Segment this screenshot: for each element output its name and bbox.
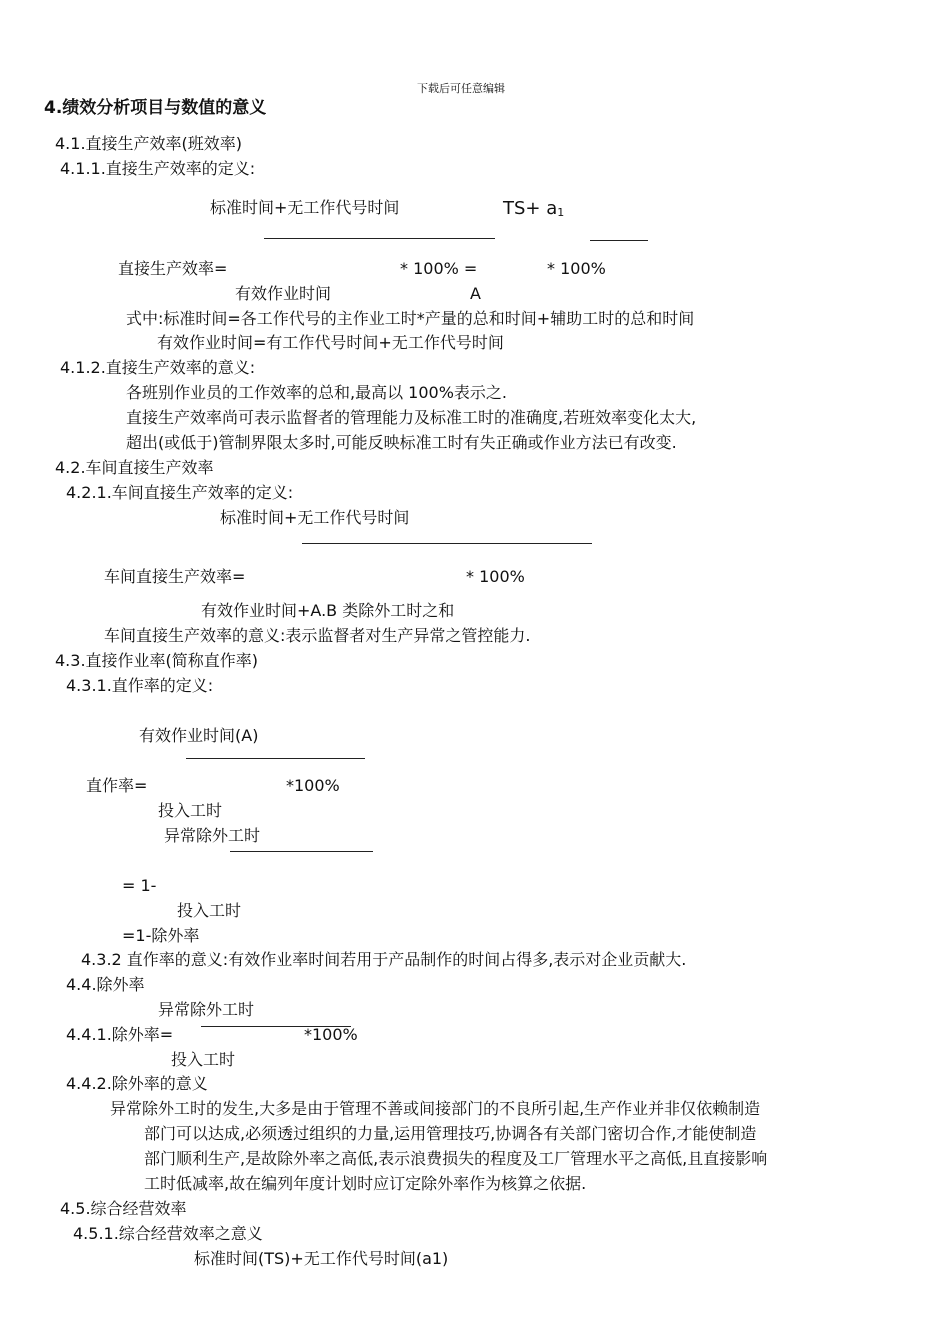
- paragraph-line: 超出(或低于)管制界限太多时,可能反映标准工时有失正确或作业方法已有改变.: [126, 433, 677, 452]
- heading-4-4-2: 4.4.2.除外率的意义: [66, 1074, 208, 1093]
- paragraph-line: 部门可以达成,必须透过组织的力量,运用管理技巧,协调各有关部门密切合作,才能使制造: [144, 1124, 757, 1143]
- formula-label: 直作率=: [86, 776, 148, 795]
- formula-numerator: 有效作业时间(A): [139, 726, 259, 745]
- formula-label: 直接生产效率=: [118, 259, 228, 278]
- fraction-bar: [302, 543, 592, 544]
- formula-denominator: 投入工时: [171, 1050, 236, 1069]
- paragraph-line: 部门顺利生产,是故除外率之高低,表示浪费损失的程度及工厂管理水平之高低,且直接影响: [144, 1149, 768, 1168]
- heading-4-3: 4.3.直接作业率(简称直作率): [55, 651, 259, 670]
- note-line: 式中:标准时间=各工作代号的主作业工时*产量的总和时间+辅助工时的总和时间: [126, 309, 695, 328]
- paragraph-line: 各班别作业员的工作效率的总和,最高以 100%表示之.: [126, 383, 508, 402]
- fraction-bar: [590, 240, 648, 241]
- formula-ts: TS+ a: [503, 198, 558, 219]
- fraction-bar: [264, 238, 495, 239]
- heading-4-2-1: 4.2.1.车间直接生产效率的定义:: [66, 483, 294, 502]
- formula-denominator: 有效作业时间: [235, 284, 332, 303]
- formula-numerator: 异常除外工时: [158, 1000, 255, 1019]
- formula-times: *100%: [286, 776, 340, 795]
- formula-numerator: 异常除外工时: [164, 826, 261, 845]
- formula-times: *100%: [304, 1025, 358, 1044]
- heading-4-5-1: 4.5.1.综合经营效率之意义: [73, 1224, 263, 1243]
- formula-times: * 100%: [466, 567, 525, 586]
- formula-numerator: 标准时间(TS)+无工作代号时间(a1): [194, 1249, 449, 1268]
- formula-denominator-symbolic: A: [470, 284, 481, 303]
- heading-4-5: 4.5.综合经营效率: [60, 1199, 187, 1218]
- formula-numerator: 标准时间+无工作代号时间: [220, 508, 410, 527]
- formula-denominator: 投入工时: [177, 901, 242, 920]
- heading-4-4: 4.4.除外率: [66, 975, 145, 994]
- formula-denominator: 投入工时: [158, 801, 223, 820]
- formula-denominator: 有效作业时间+A.B 类除外工时之和: [201, 601, 455, 620]
- paragraph-line: 异常除外工时的发生,大多是由于管理不善或间接部门的不良所引起,生产作业并非仅依赖制造: [110, 1099, 761, 1118]
- heading-4-3-2: 4.3.2 直作率的意义:有效作业率时间若用于产品制作的时间占得多,表示对企业贡献大.: [81, 950, 687, 969]
- heading-4-2: 4.2.车间直接生产效率: [55, 458, 214, 477]
- download-note: 下载后可任意编辑: [417, 82, 505, 95]
- formula-equals: = 1-: [122, 876, 157, 895]
- meaning-line: 车间直接生产效率的意义:表示监督者对生产异常之管控能力.: [104, 626, 531, 645]
- formula-numerator: 标准时间+无工作代号时间: [210, 198, 400, 217]
- formula-times: * 100% =: [400, 259, 478, 278]
- heading-4-3-1: 4.3.1.直作率的定义:: [66, 676, 214, 695]
- paragraph-line: 直接生产效率尚可表示监督者的管理能力及标准工时的准确度,若班效率变化太大,: [126, 408, 697, 427]
- formula-sub: 1: [557, 206, 565, 219]
- heading-4-1-2: 4.1.2.直接生产效率的意义:: [60, 358, 256, 377]
- fraction-bar: [186, 758, 365, 759]
- formula-times: * 100%: [547, 259, 606, 278]
- section-title: 4.绩效分析项目与数值的意义: [44, 98, 267, 118]
- formula-equals: =1-除外率: [122, 926, 200, 945]
- heading-4-1: 4.1.直接生产效率(班效率): [55, 134, 243, 153]
- heading-4-1-1: 4.1.1.直接生产效率的定义:: [60, 159, 256, 178]
- note-line: 有效作业时间=有工作代号时间+无工作代号时间: [157, 333, 504, 352]
- formula-numerator-symbolic: [503, 200, 564, 218]
- fraction-bar: [230, 851, 373, 852]
- formula-label: 车间直接生产效率=: [104, 567, 246, 586]
- formula-label: 4.4.1.除外率=: [66, 1025, 174, 1044]
- paragraph-line: 工时低减率,故在编列年度计划时应订定除外率作为核算之依据.: [144, 1174, 587, 1193]
